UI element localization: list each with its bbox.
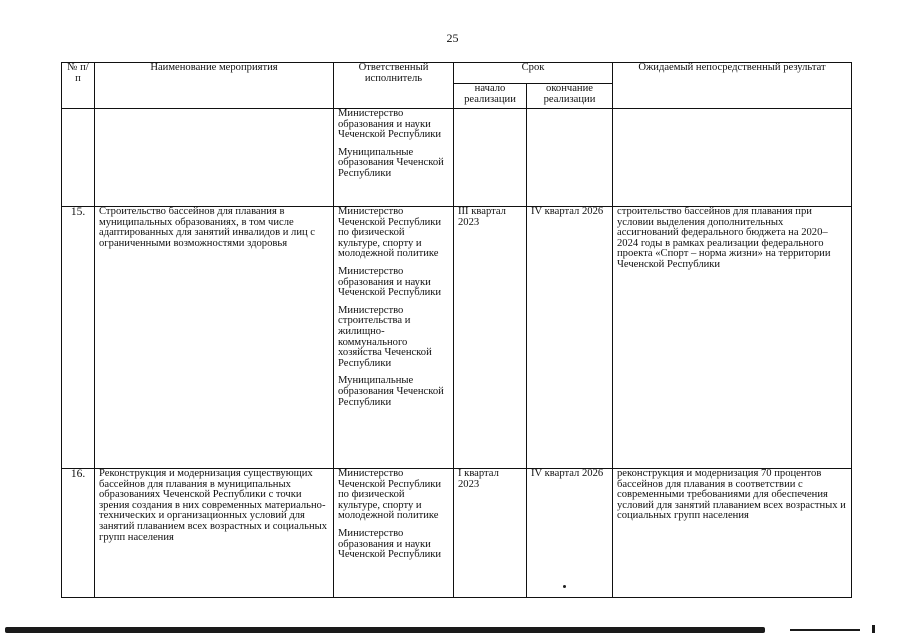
row-num: 16. [62, 469, 95, 598]
row-executors [334, 469, 454, 598]
page-number: 25 [446, 31, 459, 45]
header-name: Наименование мероприятия [95, 63, 334, 109]
executor-item: Министерство Чеченской Республики по физической культуре, спорту и молодежной политике [338, 468, 442, 522]
row-name [95, 109, 334, 207]
table-row [62, 109, 852, 207]
row-executors [334, 109, 454, 207]
executor-item: Министерство образования и науки Чеченской Республики [338, 108, 442, 141]
row-start [454, 109, 527, 207]
executor-item: Министерство Чеченской Республики по физической культуре, спорту и молодежной политике [338, 206, 442, 260]
header-executor: Ответственный исполнитель [334, 63, 454, 109]
row-result: реконструкция и модернизация 70 процентов бассейнов для плавания в соответствии с современными требованиями для обеспечения условий для занятий плаванием всех возрастных и социальных групп населения [613, 469, 852, 598]
table-row [62, 207, 852, 469]
row-executors [334, 207, 454, 469]
header-end: окончание реализации [527, 84, 613, 109]
row-start: III квартал 2023 [454, 207, 527, 469]
row-end [527, 109, 613, 207]
row-result: строительство бассейнов для плавания при условии выделения дополнительных ассигнований федерального бюджета на 2020–2024 годы в рамках реализации федерального проекта «Спорт – норма жизни» на территории Чеченской Республики [613, 207, 852, 469]
measures-table [61, 62, 852, 598]
row-result [613, 109, 852, 207]
header-result: Ожидаемый непосредственный результат [613, 63, 852, 109]
row-start: I квартал 2023 [454, 469, 527, 598]
row-num [62, 109, 95, 207]
scan-edge-bar [0, 622, 905, 636]
scan-speck [563, 585, 566, 588]
header-num: № п/п [62, 63, 95, 109]
executor-item: Муниципальные образования Чеченской Республики [338, 146, 444, 179]
table-row [62, 469, 852, 598]
row-name: Реконструкция и модернизация существующих бассейнов для плавания в муниципальных образованиях Чеченской Республики с точки зрения создания в них современных материально-технических и организационных условий для занятий плаванием всех возрастных и социальных групп населения [95, 469, 334, 598]
scan-bar-tail [790, 629, 860, 631]
row-name: Строительство бассейнов для плавания в муниципальных образованиях, в том числе адаптированных для занятий инвалидов и лиц с ограниченными возможностями здоровья [95, 207, 334, 469]
executor-item: Министерство образования и науки Чеченской Республики [338, 527, 442, 561]
scan-bar-main [5, 627, 765, 633]
row-num: 15. [62, 207, 95, 469]
scan-bar-tick [872, 625, 875, 633]
header-start: начало реализации [454, 84, 527, 109]
header-term: Срок [454, 63, 613, 84]
executor-item: Муниципальные образования Чеченской Республики [338, 375, 444, 408]
executor-item: Министерство строительства и жилищно-коммунального хозяйства Чеченской Республики [338, 304, 432, 369]
row-end: IV квартал 2026 [527, 469, 613, 598]
row-end: IV квартал 2026 [527, 207, 613, 469]
executor-item: Министерство образования и науки Чеченской Республики [338, 265, 442, 299]
